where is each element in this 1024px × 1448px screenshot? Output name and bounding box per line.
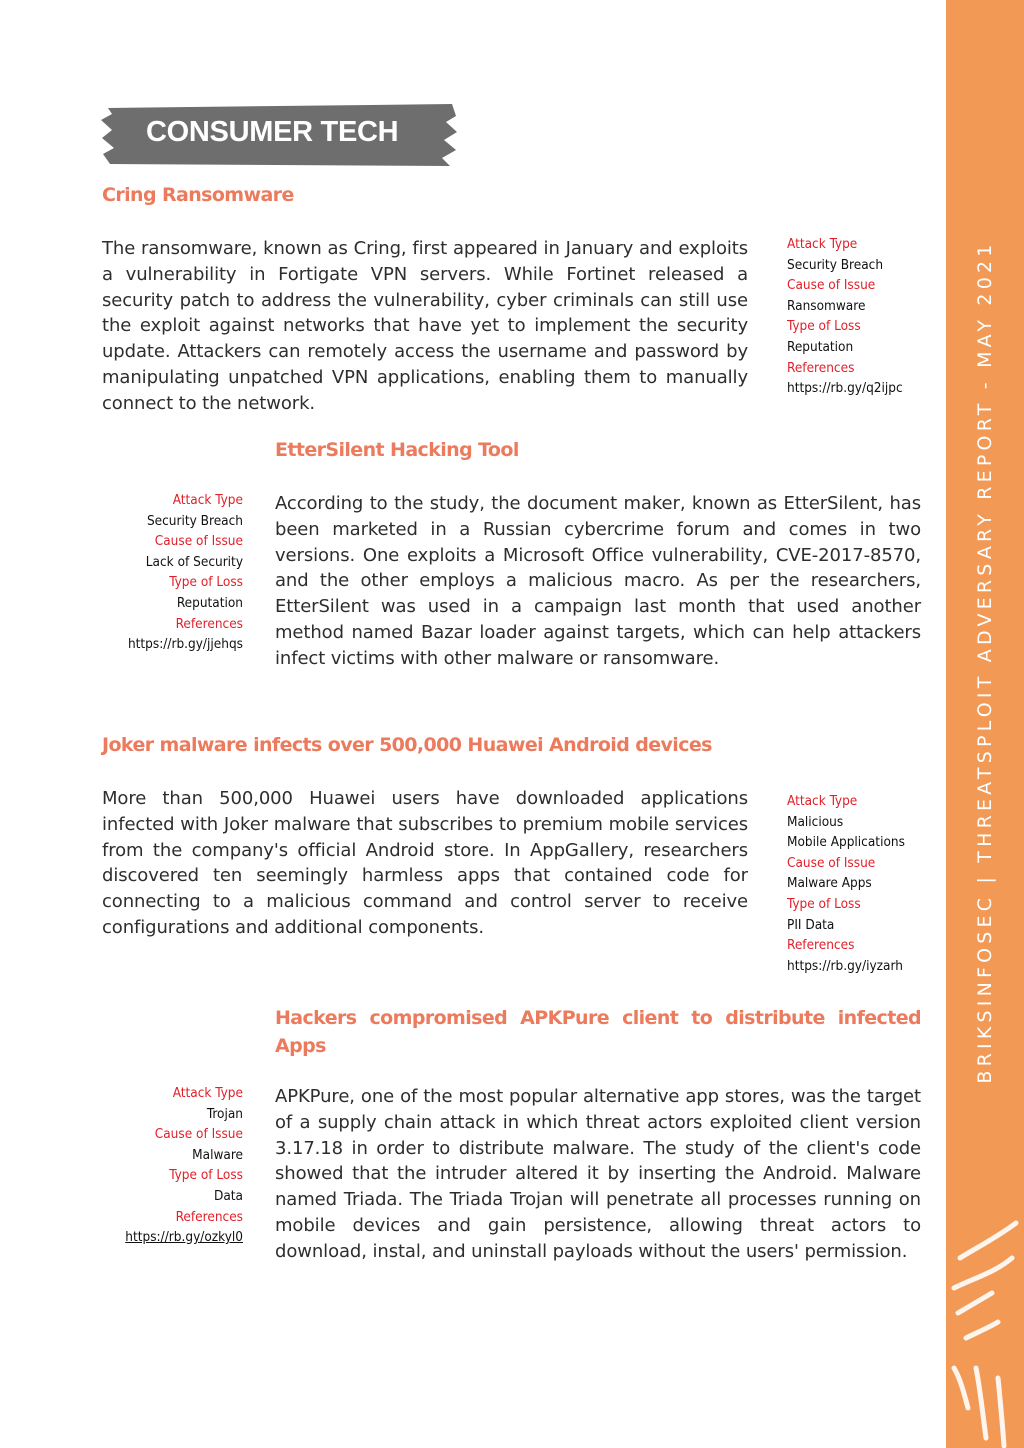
reference-link[interactable]: https://rb.gy/ozkyl0 [125,1229,243,1246]
references-label: References [175,1208,243,1225]
attack-type-value-2: Mobile Applications [787,834,905,851]
attack-type-value: Security Breach [146,512,243,529]
reference-link[interactable]: https://rb.gy/q2ijpc [787,380,903,397]
cause-value: Malware Apps [787,875,872,892]
meta-apkpure [100,1083,243,1248]
attack-type-label: Attack Type [787,236,858,252]
body-cring-ransomware: The ransomware, known as Cring, first appeared in January and exploits a vulnerability in Fortigate VPN servers. While Fortinet released a security patch to address the vulnerability, cyber criminals can still use the exploit against networks that have yet to implement the security update. Attackers can remotely access the username and password by manipulating unpatched VPN applications, enabling them to manually connect to the network. [102,238,748,414]
loss-label: Type of Loss [787,895,861,912]
references-label: References [787,359,855,376]
attack-type-label: Attack Type [172,492,243,508]
banner-title: CONSUMER TECH [146,116,399,148]
cause-label: Cause of Issue [154,533,243,550]
loss-value: Reputation [176,594,243,611]
body-joker-malware: More than 500,000 Huawei users have downloaded applications infected with Joker malware that subscribes to premium mobile services from the company's official Android store. In AppGallery, researchers discovered ten seemingly harmless apps that contained code for connecting to a malicious command and control server to receive configurations and additional components. [102,788,748,938]
heading-joker-malware: Joker malware infects over 500,000 Huawei Android devices [102,734,712,756]
references-label: References [787,937,855,954]
loss-value: Reputation [787,338,854,355]
cause-value: Malware [192,1146,243,1163]
references-label: References [175,615,243,632]
body-ettersilent: According to the study, the document maker, known as EtterSilent, has been marketed in a Russian cybercrime forum and comes in two versions. One exploits a Microsoft Office vulnerability, CVE-2017-8570, and the other employs a malicious macro. As per the researchers, EtterSilent was used in a campaign last month that used another method named Bazar loader against targets, which can help attackers infect victims with other malware or ransomware. [275,493,921,669]
loss-value: PII Data [787,916,835,933]
attack-type-label: Attack Type [787,793,858,809]
reference-link[interactable]: https://rb.gy/jjehqs [127,636,243,653]
attack-type-value: Trojan [206,1105,243,1122]
brush-stroke-decoration [946,1218,1024,1448]
attack-type-value: Security Breach [787,256,884,273]
attack-type-label: Attack Type [172,1085,243,1101]
heading-apkpure: Hackers compromised APKPure client to distribute infected Apps [275,1007,921,1057]
meta-joker-malware [787,791,905,976]
loss-value: Data [214,1187,243,1204]
body-apkpure: APKPure, one of the most popular alternative app stores, was the target of a supply chain attack in which threat actors exploited client version 3.17.18 in order to distribute malware. The study of the client's code showed that the intruder altered it by inserting the Android. Malware named Triada. The Triada Trojan will penetrate all processes running on mobile devices and gain persistence, allowing threat actors to download, instal, and uninstall payloads without the users' permission. [275,1086,921,1262]
attack-type-value: Malicious [787,813,844,830]
cause-label: Cause of Issue [787,854,876,871]
report-title-vertical: BRIKSINFOSEC | THREATSPLOIT ADVERSARY REPORT - MAY 2021 [974,240,996,1084]
reference-link[interactable]: https://rb.gy/iyzarh [787,957,903,974]
cause-label: Cause of Issue [787,277,876,294]
cause-label: Cause of Issue [154,1126,243,1143]
meta-cring-ransomware [787,234,903,399]
heading-cring-ransomware: Cring Ransomware [102,184,294,206]
loss-label: Type of Loss [787,318,861,335]
meta-ettersilent [100,490,243,655]
cause-value: Lack of Security [145,553,243,570]
section-banner [100,102,460,168]
loss-label: Type of Loss [169,1167,243,1184]
cause-value: Ransomware [787,297,866,314]
heading-ettersilent: EtterSilent Hacking Tool [275,439,519,461]
loss-label: Type of Loss [169,574,243,591]
